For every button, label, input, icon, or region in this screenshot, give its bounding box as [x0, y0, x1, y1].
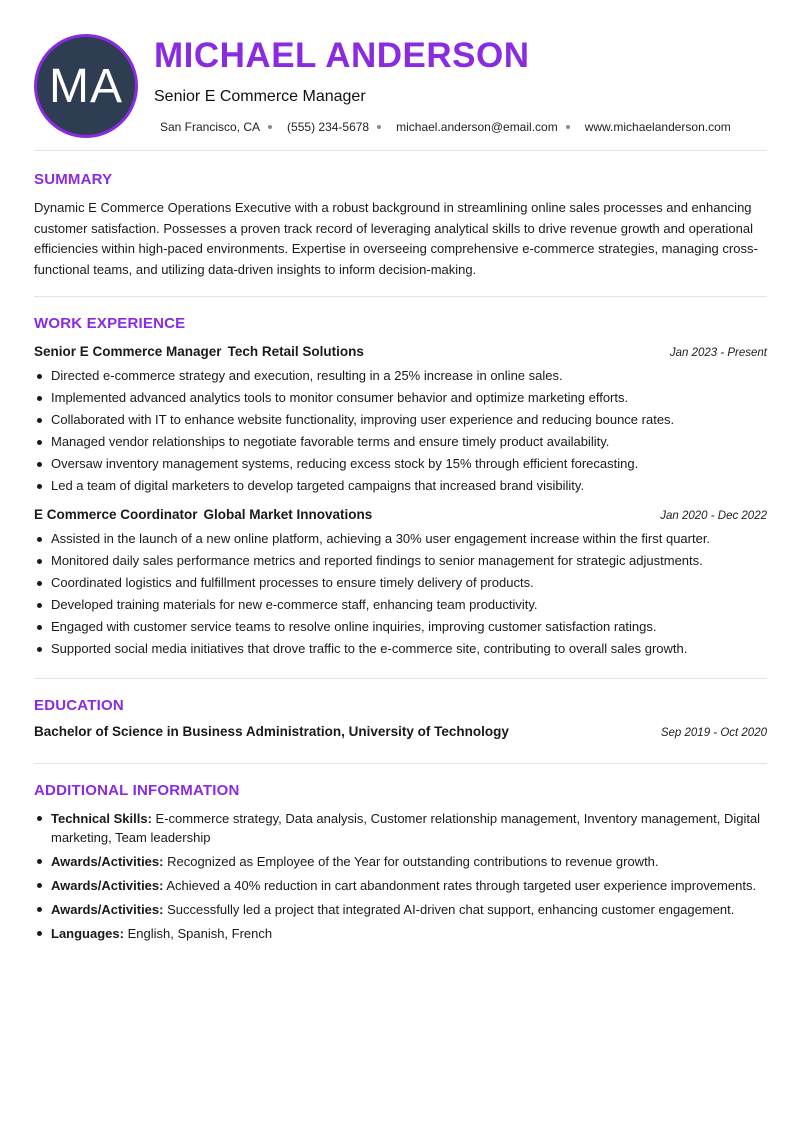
education-section [34, 679, 767, 764]
avatar [34, 34, 138, 138]
work-experience-heading: WORK EXPERIENCE [34, 315, 186, 332]
list-item [34, 876, 767, 895]
list-item: Oversaw inventory management systems, reducing excess stock by 15% through efficient forecasting. [34, 453, 767, 475]
job-dates: Jan 2023 - Present [669, 347, 767, 359]
list-item: Led a team of digital marketers to develop targeted campaigns that increased brand visibility. [34, 475, 767, 497]
job-role: Senior E Commerce Manager [34, 344, 222, 359]
avatar-initials: MA [49, 59, 123, 113]
job-entry [34, 344, 767, 497]
additional-information-heading: ADDITIONAL INFORMATION [34, 782, 240, 799]
list-item: Directed e-commerce strategy and execution, resulting in a 25% increase in online sales. [34, 365, 767, 387]
resume-header [34, 0, 767, 151]
item-text: Recognized as Employee of the Year for outstanding contributions to revenue growth. [167, 854, 659, 869]
contact-email: michael.anderson@email.com [396, 120, 558, 134]
list-item: Developed training materials for new e-commerce staff, enhancing team productivity. [34, 594, 767, 616]
contact-location: San Francisco, CA [160, 120, 261, 134]
item-label: Languages: [51, 926, 124, 941]
education-heading: EDUCATION [34, 697, 124, 714]
item-label: Awards/Activities: [51, 902, 164, 917]
job-bullets [34, 365, 767, 497]
list-item [34, 900, 767, 919]
list-item: Implemented advanced analytics tools to monitor consumer behavior and optimize marketing efforts. [34, 387, 767, 409]
job-header [34, 344, 767, 359]
contact-info [160, 120, 731, 134]
candidate-title: Senior E Commerce Manager [154, 88, 366, 105]
item-label: Awards/Activities: [51, 854, 164, 869]
additional-information-list [34, 809, 767, 943]
list-item [34, 924, 767, 943]
item-label: Awards/Activities: [51, 878, 164, 893]
list-item: Collaborated with IT to enhance website functionality, improving user experience and reducing bounce rates. [34, 409, 767, 431]
job-company: Tech Retail Solutions [227, 344, 364, 359]
item-text: Successfully led a project that integrated AI-driven chat support, enhancing customer engagement. [167, 902, 735, 917]
job-header [34, 507, 767, 522]
job-entry [34, 507, 767, 660]
candidate-name: MICHAEL ANDERSON [154, 36, 530, 75]
contact-website: www.michaelanderson.com [584, 120, 731, 134]
list-item: Supported social media initiatives that drove traffic to the e-commerce site, contributing to overall sales growth. [34, 638, 767, 660]
contact-separator-dot [268, 125, 272, 129]
summary-text: Dynamic E Commerce Operations Executive with a robust background in streamlining online sales processes and enhancing customer satisfaction. Possesses a proven track record of leveraging analytical skills to drive revenue growth and operational efficiencies within high-paced environments. Expertise in overseeing comprehensive e-commerce strategies, managing cross-functional teams, and utilizing data-driven insights to inform decision-making. [34, 200, 758, 277]
contact-separator-dot [566, 125, 570, 129]
job-dates: Jan 2020 - Dec 2022 [660, 510, 767, 522]
education-dates: Sep 2019 - Oct 2020 [660, 727, 767, 739]
job-company: Global Market Innovations [203, 507, 373, 522]
list-item: Coordinated logistics and fulfillment processes to ensure timely delivery of products. [34, 572, 767, 594]
additional-information-section [34, 764, 767, 943]
job-role: E Commerce Coordinator [34, 507, 198, 522]
education-degree: Bachelor of Science in Business Administration, University of Technology [34, 724, 509, 739]
job-role-line [34, 344, 364, 359]
item-text: English, Spanish, French [127, 926, 273, 941]
education-entry [34, 724, 767, 739]
list-item [34, 852, 767, 871]
summary-heading: SUMMARY [34, 171, 113, 188]
list-item [34, 809, 767, 847]
job-role-line [34, 507, 372, 522]
item-text: Achieved a 40% reduction in cart abandonment rates through targeted user experience improvements. [166, 878, 757, 893]
list-item: Managed vendor relationships to negotiate favorable terms and ensure timely product availability. [34, 431, 767, 453]
list-item: Engaged with customer service teams to resolve online inquiries, improving customer satisfaction ratings. [34, 616, 767, 638]
contact-phone: (555) 234-5678 [287, 120, 370, 134]
list-item: Assisted in the launch of a new online platform, achieving a 30% user engagement increase within the first quarter. [34, 528, 767, 550]
contact-separator-dot [377, 125, 381, 129]
summary-section [34, 151, 767, 297]
list-item: Monitored daily sales performance metrics and reported findings to senior management for strategic adjustments. [34, 550, 767, 572]
job-bullets [34, 528, 767, 660]
work-experience-section [34, 297, 767, 679]
item-text: E-commerce strategy, Data analysis, Customer relationship management, Inventory management, Digital marketing, Team leadership [51, 811, 761, 845]
item-label: Technical Skills: [51, 811, 152, 826]
